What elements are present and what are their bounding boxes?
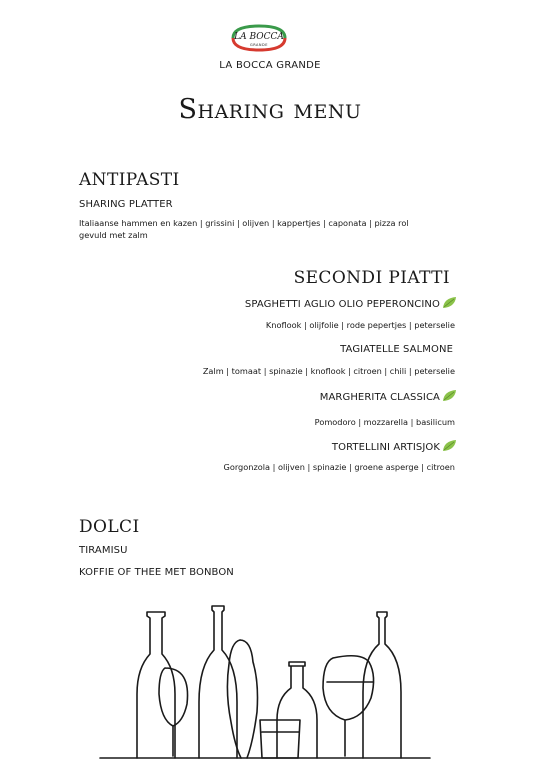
menu-item-description — [79, 217, 479, 241]
menu-item — [340, 344, 453, 355]
menu-item-name: MARGHERITA CLASSICA — [319, 392, 440, 403]
menu-item-name: TORTELLINI ARTISJOK — [331, 442, 440, 453]
logo-emblem — [229, 24, 289, 52]
description-line: Italiaanse hammen en kazen | grissini | olijven | kappertjes | caponata | pizza rol — [79, 218, 409, 228]
antipasti-heading: ANTIPASTI — [79, 170, 180, 190]
logo-text: LA BOCCA — [234, 32, 284, 42]
menu-item-sharing-platter: SHARING PLATTER — [79, 199, 173, 210]
leaf-icon — [442, 296, 457, 309]
menu-item-description: Zalm | tomaat | spinazie | knoflook | citroen | chili | peterselie — [202, 366, 455, 376]
leaf-icon — [442, 389, 457, 402]
menu-item-name: TAGIATELLE SALMONE — [340, 344, 453, 355]
menu-item-description: Gorgonzola | olijven | spinazie | groene asperge | citroen — [223, 462, 455, 472]
menu-item — [245, 296, 457, 310]
bottles-illustration — [95, 602, 435, 760]
dolci-heading: DOLCI — [79, 517, 140, 537]
menu-item — [332, 439, 457, 453]
menu-item-name: SPAGHETTI AGLIO OLIO PEPERONCINO — [244, 299, 440, 310]
menu-item-koffie: KOFFIE OF THEE MET BONBON — [79, 567, 234, 578]
menu-item-description: Knoflook | olijfolie | rode pepertjes | peterselie — [265, 320, 455, 330]
secondi-heading: SECONDI PIATTI — [293, 268, 450, 288]
logo — [229, 24, 289, 52]
description-line: gevuld met zalm — [79, 230, 148, 240]
menu-item — [320, 389, 457, 403]
leaf-icon — [442, 439, 457, 452]
brand-name: LA BOCCA GRANDE — [219, 60, 321, 71]
page-title: Sharing menu — [178, 94, 362, 125]
menu-item-tiramisu: TIRAMISU — [79, 545, 128, 556]
logo-subtext: GRANDE — [250, 43, 268, 47]
menu-item-description: Pomodoro | mozzarella | basilicum — [314, 417, 455, 427]
